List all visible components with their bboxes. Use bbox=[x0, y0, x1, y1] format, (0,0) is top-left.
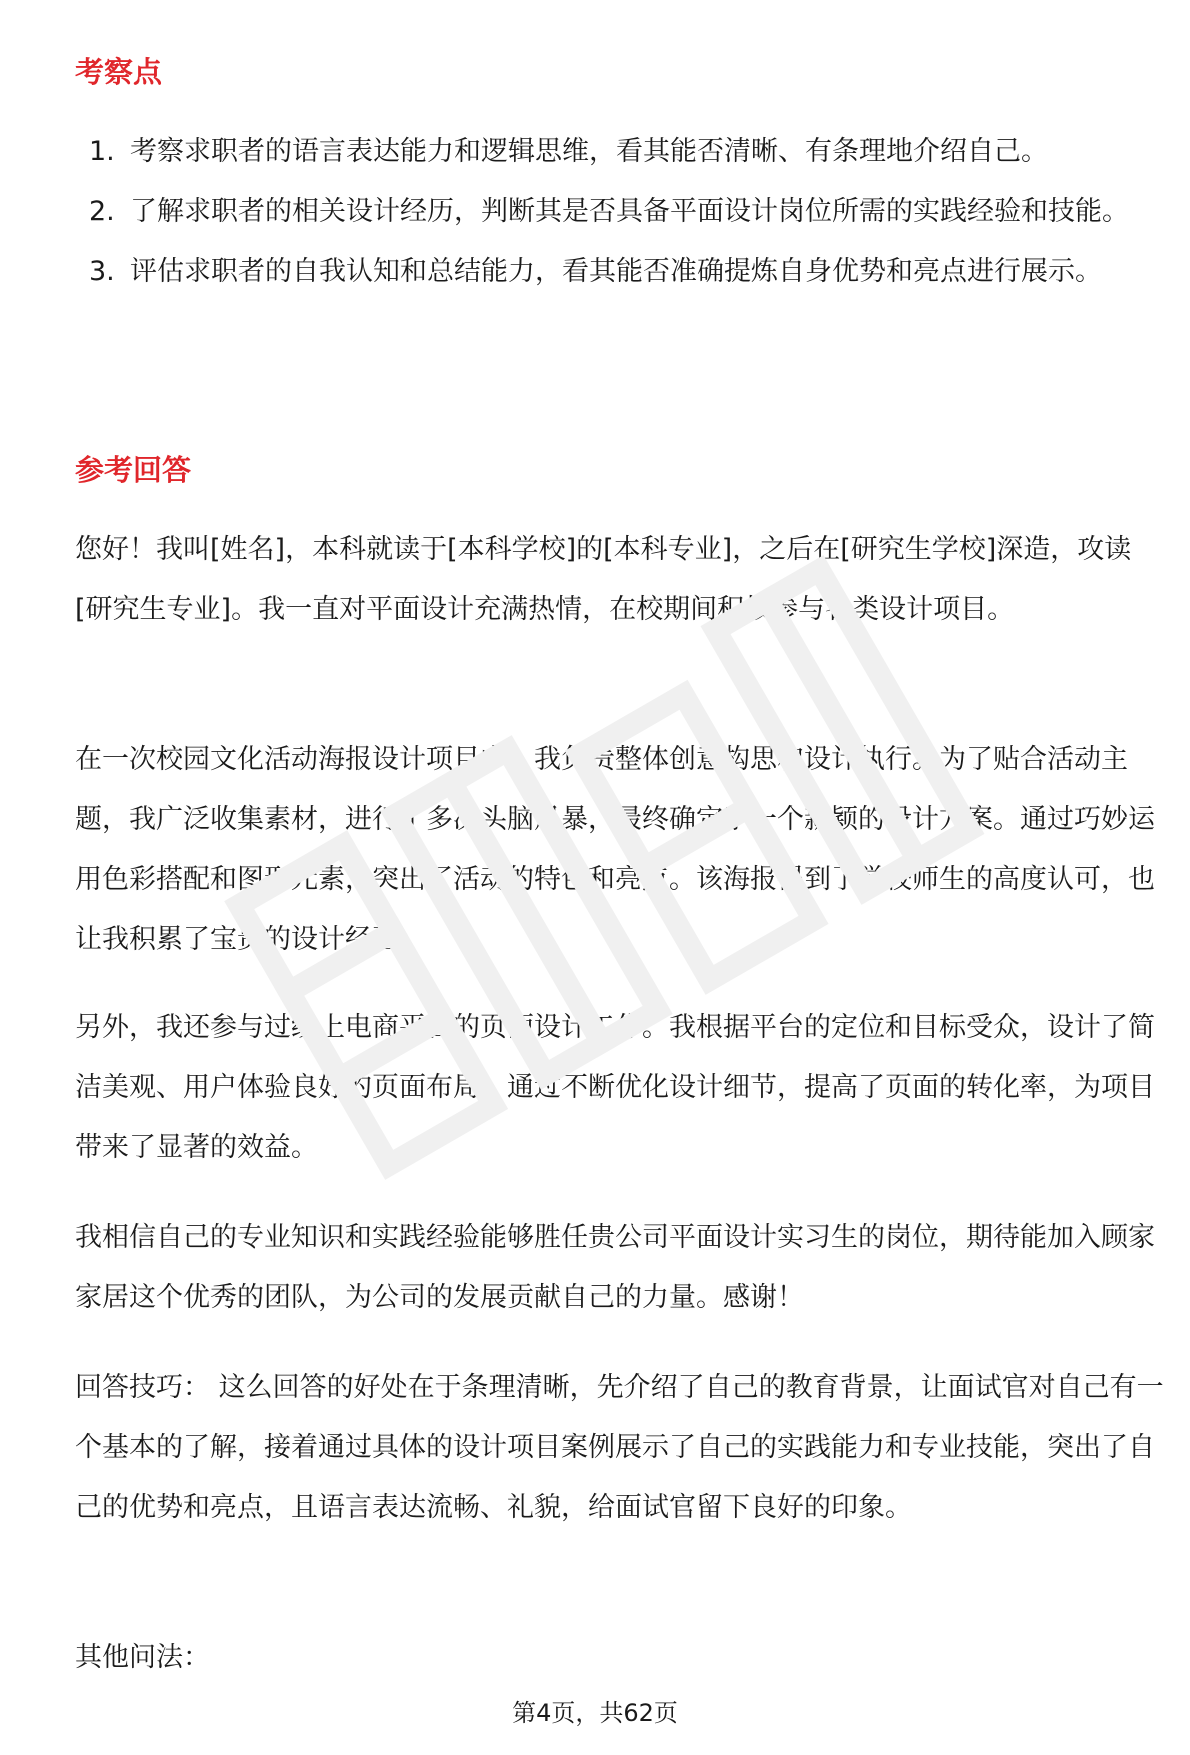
list-item bbox=[75, 182, 1165, 242]
list-item-number: 3. bbox=[89, 256, 115, 287]
reference-answer-heading: 参考回答 bbox=[75, 453, 192, 487]
list-item bbox=[75, 122, 1165, 182]
list-item-text: 了解求职者的相关设计经历，判断其是否具备平面设计岗位所需的实践经验和技能。 bbox=[130, 196, 1129, 227]
answer-paragraph-closing: 我相信自己的专业知识和实践经验能够胜任贵公司平面设计实习生的岗位，期待能加入顾家家居这个优秀的团队，为公司的发展贡献自己的力量。感谢！ bbox=[75, 1222, 1155, 1313]
list-item-number: 2. bbox=[89, 196, 115, 227]
list-item-text: 评估求职者的自我认知和总结能力，看其能否准确提炼自身优势和亮点进行展示。 bbox=[130, 256, 1102, 287]
list-item-text: 考察求职者的语言表达能力和逻辑思维，看其能否清晰、有条理地介绍自己。 bbox=[130, 136, 1048, 167]
other-questions-label: 其他问法： bbox=[75, 1642, 210, 1673]
answer-paragraph-poster-project: 在一次校园文化活动海报设计项目中，我负责整体创意构思和设计执行。为了贴合活动主题，我广泛收集素材，进行了多次头脑风暴，最终确定了一个新颖的设计方案。通过巧妙运用色彩搭配和图形元素，突出了活动的特色和亮点。该海报得到了学校师生的高度认可，也让我积累了宝贵的设计经验。 bbox=[75, 744, 1155, 955]
list-item-number: 1. bbox=[89, 136, 115, 167]
answer-paragraph-intro: 您好！我叫[姓名]，本科就读于[本科学校]的[本科专业]，之后在[研究生学校]深造，攻读[研究生专业]。我一直对平面设计充满热情，在校期间积极参与各类设计项目。 bbox=[75, 534, 1132, 625]
page-number-footer: 第4页，共62页 bbox=[512, 1699, 678, 1727]
answer-tips-paragraph: 回答技巧： 这么回答的好处在于条理清晰，先介绍了自己的教育背景，让面试官对自己有一个基本的了解，接着通过具体的设计项目案例展示了自己的实践能力和专业技能，突出了自己的优势和亮点，且语言表达流畅、礼貌，给面试官留下良好的印象。 bbox=[75, 1372, 1164, 1523]
exam-points-heading: 考察点 bbox=[75, 55, 163, 89]
exam-points-list bbox=[75, 122, 1165, 302]
answer-paragraph-ecommerce-project: 另外，我还参与过线上电商平台的页面设计工作。我根据平台的定位和目标受众，设计了简洁美观、用户体验良好的页面布局。通过不断优化设计细节，提高了页面的转化率，为项目带来了显著的效益。 bbox=[75, 1012, 1155, 1163]
list-item bbox=[75, 242, 1165, 302]
